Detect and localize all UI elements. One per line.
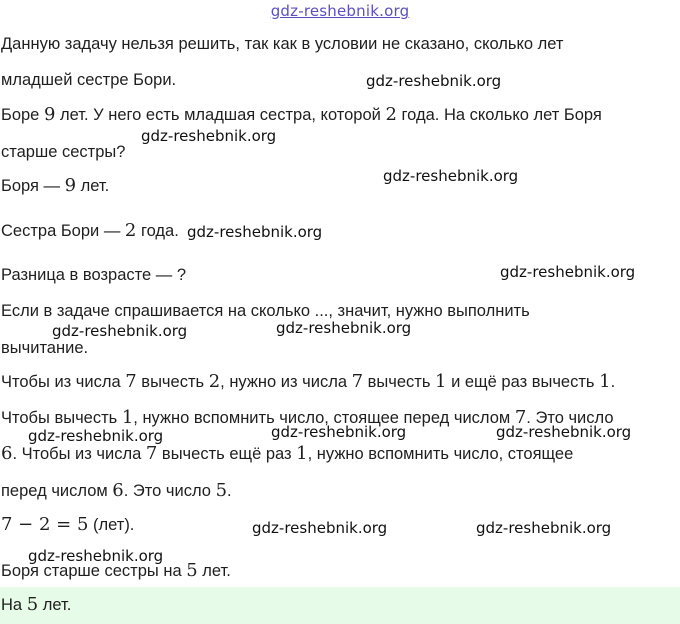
text-line-8: Если в задаче спрашивается на сколько ..., значит, нужно выполнить <box>1 302 530 320</box>
text-line-13 <box>1 481 232 501</box>
text: лет. У него есть младшая сестра, которой <box>55 106 386 124</box>
text: Боря старше сестры на <box>1 562 187 580</box>
watermark: gdz-reshebnik.org <box>276 319 412 337</box>
text: и ещё раз вычесть <box>446 373 600 391</box>
text: лет. <box>38 596 72 614</box>
text-line-7: Разница в возрасте — ? <box>1 266 187 284</box>
watermark: gdz-reshebnik.org <box>500 263 636 281</box>
text: Чтобы из числа <box>1 373 126 391</box>
number: 1 <box>435 371 447 392</box>
text: Чтобы вычесть <box>1 409 122 427</box>
text: . Это число <box>526 409 614 427</box>
number: 6 <box>112 480 124 501</box>
text: Боря — <box>1 177 65 195</box>
watermark: gdz-reshebnik.org <box>28 547 164 565</box>
watermark: gdz-reshebnik.org <box>252 519 388 537</box>
number: 2 <box>124 220 137 241</box>
answer-box <box>0 587 680 624</box>
text-line-3 <box>1 105 602 125</box>
watermark: gdz-reshebnik.org <box>496 423 632 441</box>
text-line-10 <box>1 372 615 392</box>
text-line-4: старше сестры? <box>1 143 126 161</box>
watermark: gdz-reshebnik.org <box>383 167 519 185</box>
text-line-9: вычитание. <box>1 339 89 357</box>
watermark: gdz-reshebnik.org <box>28 427 164 445</box>
text: вычесть <box>136 373 209 391</box>
answer-text <box>1 595 71 615</box>
number: 9 <box>64 175 77 196</box>
text: вычесть <box>363 373 436 391</box>
text: Сестра Бори — <box>1 222 125 240</box>
text: вычесть ещё раз <box>157 445 297 463</box>
text: Боре <box>1 106 44 124</box>
text: , нужно из числа <box>220 373 352 391</box>
number: 2 <box>385 104 397 125</box>
text: . Чтобы из числа <box>12 445 146 463</box>
watermark: gdz-reshebnik.org <box>187 223 323 241</box>
number: 1 <box>599 371 611 392</box>
number: 1 <box>121 407 134 428</box>
text-line-6 <box>1 221 179 241</box>
text: . <box>610 373 616 391</box>
text: лет. <box>76 177 110 195</box>
number: 9 <box>43 104 56 125</box>
equation-line <box>1 515 134 535</box>
text: лет. <box>197 562 231 580</box>
text-line-1: Данную задачу нельзя решить, так как в условии не сказано, сколько лет <box>1 35 564 53</box>
number: 7 <box>351 371 364 392</box>
text-line-12 <box>1 444 573 464</box>
watermark: gdz-reshebnik.org <box>366 72 502 90</box>
watermark: gdz-reshebnik.org <box>52 322 188 340</box>
text: (лет). <box>88 516 135 534</box>
watermark: gdz-reshebnik.org <box>476 519 612 537</box>
text: На <box>1 596 27 614</box>
text-line-2: младшей сестре Бори. <box>1 71 177 89</box>
site-link[interactable]: gdz-reshebnik.org <box>270 2 410 20</box>
number: 5 <box>215 480 228 501</box>
text: , нужно вспомнить число, стоящее <box>307 445 574 463</box>
text: , нужно вспомнить число, стоящее перед числом <box>133 409 515 427</box>
number: 7 <box>514 407 527 428</box>
number: 6 <box>1 443 13 464</box>
text-line-5 <box>1 176 109 196</box>
text: . <box>227 482 232 500</box>
watermark: gdz-reshebnik.org <box>141 127 277 145</box>
text: перед числом <box>1 482 113 500</box>
number: 2 <box>208 371 221 392</box>
number: 5 <box>186 560 198 581</box>
number: 1 <box>296 443 308 464</box>
text: . Это число <box>123 482 216 500</box>
watermark: gdz-reshebnik.org <box>271 423 407 441</box>
number: 5 <box>26 594 39 615</box>
number: 7 <box>145 443 158 464</box>
equation: 7 − 2 = 5 <box>1 514 89 535</box>
text: года. На сколько лет Боря <box>396 106 602 124</box>
text: года. <box>136 222 179 240</box>
number: 7 <box>125 371 137 392</box>
